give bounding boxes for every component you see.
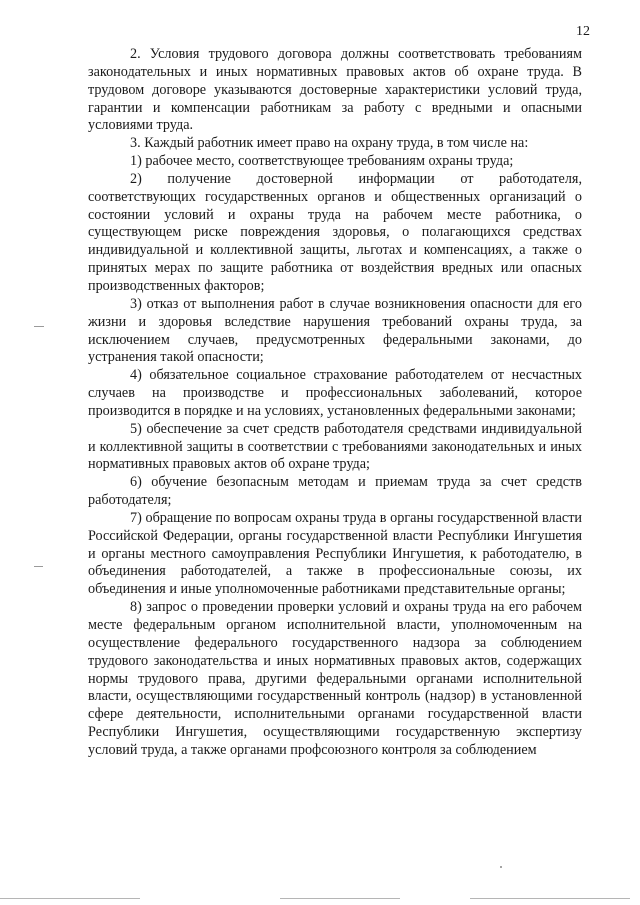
document-body [88,46,582,760]
scan-speck [500,866,502,868]
list-item-6-safety-training: 6) обучение безопасным методам и приемам труда за счет средств работодателя; [88,474,582,509]
list-item-4-social-insurance: 4) обязательное социальное страхование работодателем от несчастных случаев на производстве и профессиональных заболеваний, которое производится в порядке и на условиях, установленных федеральными законами; [88,367,582,419]
scan-bottom-edge [470,898,630,899]
list-item-8-inspection-request: 8) запрос о проведении проверки условий и охраны труда на его рабочем месте федеральным органом исполнительной власти, уполномоченным на осуществление федерального государственного надзора за соблюдением трудового законодательства и иных нормативных правовых актов, содержащих нормы трудового права, другими федеральными органами исполнительной власти, осуществляющими государственный контроль (надзор) в установленной сфере деятельности, исполнительными органами государственной власти Республики Ингушетия, осуществляющими государственную экспертизу условий труда, а также органами профсоюзного контроля за соблюдением [88,599,582,758]
scan-bottom-edge [280,898,400,899]
scan-margin-mark [34,326,44,327]
list-item-5-protective-equipment: 5) обеспечение за счет средств работодателя средствами индивидуальной и коллективной защиты в соответствии с требованиями законодательных и иных нормативных правовых актов об охране труда; [88,420,582,473]
scan-margin-mark [34,566,43,567]
list-item-2-information: 2) получение достоверной информации от работодателя, соответствующих государственных органов и общественных организаций о состоянии условий и охраны труда на рабочем месте работника, о существующем риске повреждения здоровья, о полагающихся средствах индивидуальной и коллективной защиты, льготах и компенсациях, а также о принятых мерах по защите работника от воздействия вредных или опасных производственных факторов; [88,170,582,294]
list-item-3-refusal-of-work: 3) отказ от выполнения работ в случае возникновения опасности для его жизни и здоровья вследствие нарушения требований охраны труда, за исключением случаев, предусмотренных федеральными законами, до устранения такой опасности; [88,295,582,366]
list-item-1-workplace: 1) рабочее место, соответствующее требованиям охраны труда; [130,153,514,170]
scan-bottom-edge [0,898,140,899]
list-item-7-appeals: 7) обращение по вопросам охраны труда в органы государственной власти Российской Федерации, органы государственной власти Республики Ингушетия и органы местного самоуправления Республики Ингушетия, к работодателю, в объединения работодателей, а также в профессиональные союзы, их объединения и иные уполномоченные работниками представительные органы; [88,509,582,598]
page-number: 12 [576,24,590,39]
paragraph-3-right-to-labor-protection: 3. Каждый работник имеет право на охрану труда, в том числе на: [130,135,529,152]
paragraph-2-labor-contract-conditions: 2. Условия трудового договора должны соответствовать требованиям законодательных и иных нормативных правовых актов об охране труда. В трудовом договоре указываются достоверные характеристики условий труда, гарантии и компенсации работникам за работу с вредными и опасными условиями труда. [88,46,582,134]
